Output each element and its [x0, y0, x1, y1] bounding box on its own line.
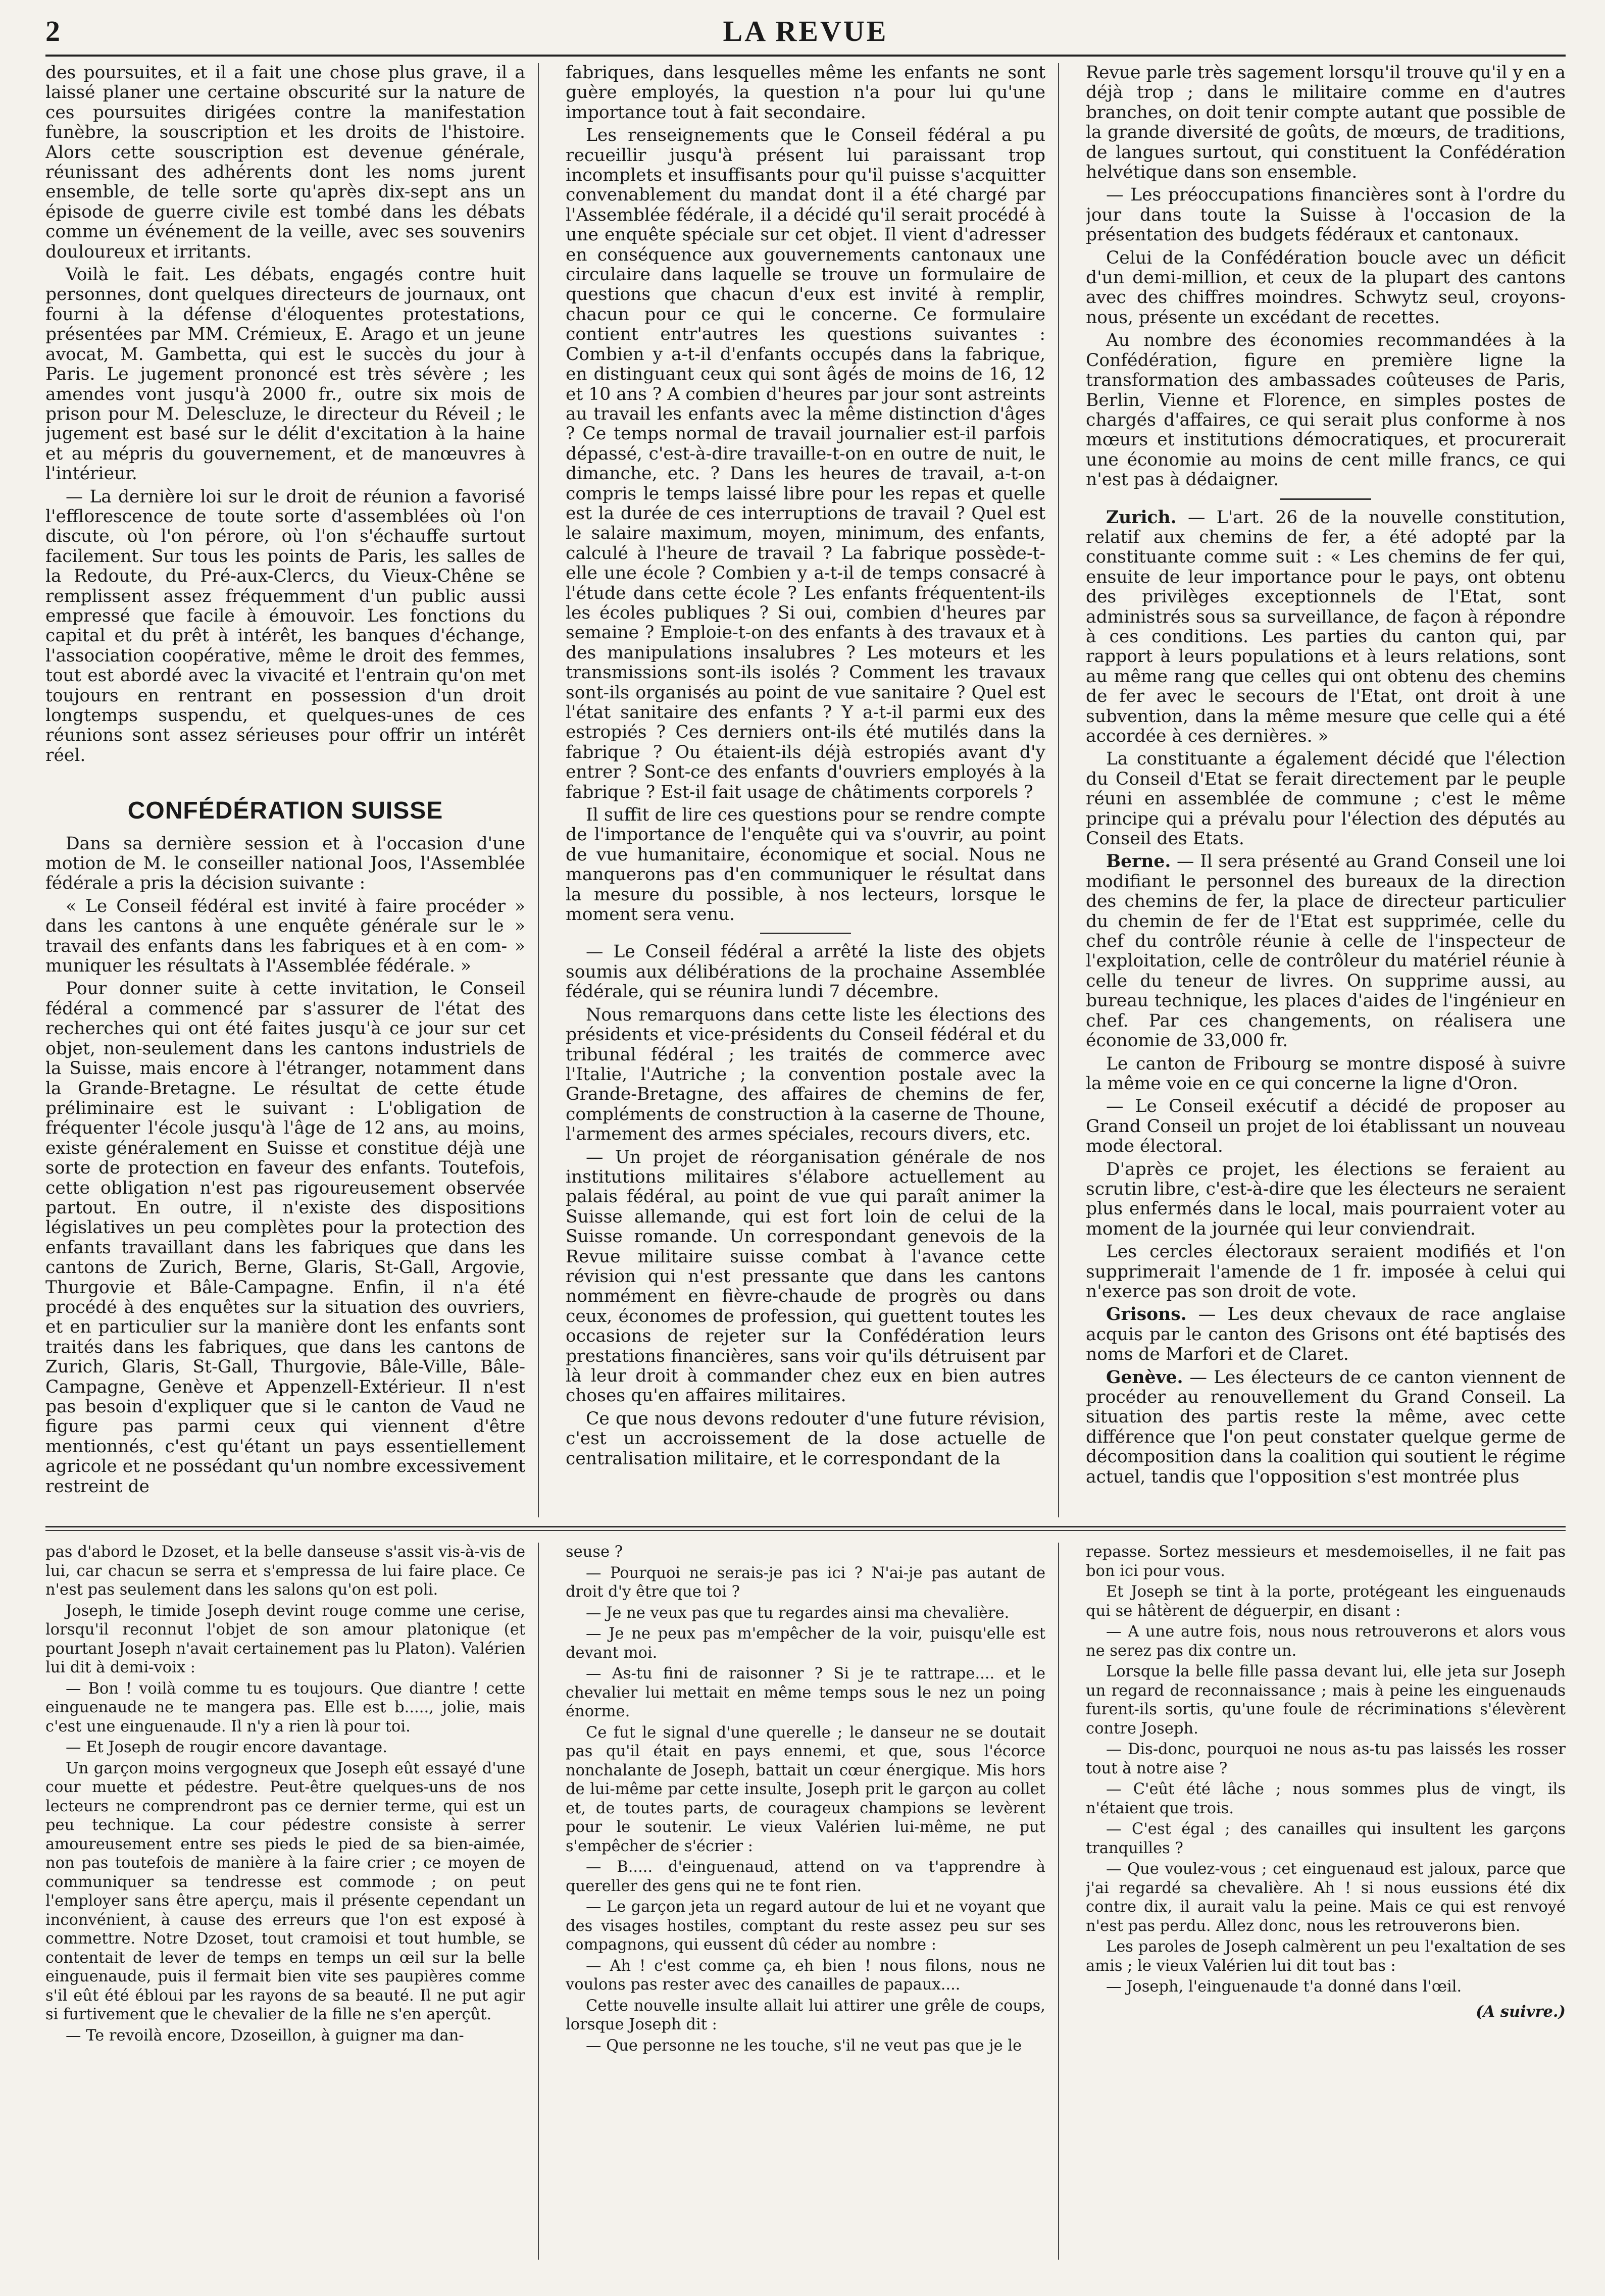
paragraph: Il suffit de lire ces questions pour se rendre compte de l'importance de l'enquête qui va s'ouvrir, au point de vue humanitaire, économique et social. Nous ne manquerons pas d'en communiquer le résultat dans la mesure du possible, à nos lecteurs, lorsque le moment sera venu. [566, 805, 1045, 925]
berne-paragraph [1086, 852, 1566, 1051]
geneve-paragraph [1086, 1368, 1566, 1487]
masthead: LA REVUE [723, 15, 888, 47]
grisons-paragraph [1086, 1305, 1566, 1364]
place-name: Berne. [1106, 851, 1171, 872]
paragraph: Voilà le fait. Les débats, engagés contre huit personnes, dont quelques directeurs de journaux, ont fourni à la défense d'éloquentes protestations, présentées par MM. Crémieux, E. Arago et un jeune avocat, M. Gambetta, qui est le succès du jour à Paris. Le jugement prononcé est très sévère ; les amendes vont jusqu'à 2000 fr., outre six mois de prison pour M. Delescluze, le directeur du Réveil ; le jugement est basé sur le délit d'excitation à la haine et au mépris du gouvernement, et de manœuvres à l'intérieur. [45, 265, 525, 484]
to-be-continued: (A suivre.) [1476, 2002, 1566, 2021]
feuilleton-rule [45, 1530, 1566, 1531]
paragraph: D'après ce projet, les élections se feraient au scrutin libre, c'est-à-dire que les électeurs ne seraient plus enfermés dans le local, mais pourraient voter au moment de la journée qui leur conviendrait. [1086, 1159, 1566, 1239]
feuilleton-column-2 [566, 1543, 1045, 2260]
paragraph: — Que voulez-vous ; cet einguenaud est jaloux, parce que j'ai regardé sa chevalière. Ah ! si nous eussions été dix contre dix, il aurait valu la peine. Mais ce qui est renvoyé n'est pas perdu. Allez donc, nous les retrouverons bien. [1086, 1860, 1566, 1935]
zurich-paragraph [1086, 508, 1566, 747]
paragraph: Joseph, le timide Joseph devint rouge comme une cerise, lorsqu'il reconnut l'objet de son amour platonique (et pourtant Joseph n'avait certainement pas lu Platon). Valérien lui dit à demi-voix : [45, 1602, 525, 1676]
paragraph: — Je ne peux pas m'empêcher de la voir, puisqu'elle est devant moi. [566, 1625, 1045, 1662]
paragraph: — Je ne veux pas que tu regardes ainsi ma chevalière. [586, 1604, 1010, 1622]
paragraph: Revue parle très sagement lorsqu'il trouve qu'il y en a déjà trop ; dans le militaire comme en d'autres branches, on doit tenir compte autant que possible de la grande diversité de goûts, de mœurs, de traditions, de langues surtout, qui constituent la Confédération helvétique dans son ensemble. [1086, 63, 1566, 183]
paragraph: — B..... d'einguenaud, attend on va t'apprendre à quereller des gens qui ne te font rien. [566, 1858, 1045, 1895]
paragraph: — Les préoccupations financières sont à l'ordre du jour dans toute la Suisse à l'occasion de la présentation des budgets fédéraux et cantonaux. [1086, 185, 1566, 245]
paragraph: fabriques, dans lesquelles même les enfants ne sont guère employés, la question n'a pour lui qu'une importance tout à fait secondaire. [566, 63, 1045, 123]
paragraph: — C'eût été lâche ; nous sommes plus de vingt, ils n'étaient que trois. [1086, 1780, 1566, 1817]
paragraph: — Le Conseil exécutif a décidé de proposer au Grand Conseil un projet de loi établissant un nouveau mode électoral. [1086, 1096, 1566, 1157]
column-divider [538, 63, 539, 1517]
column-2 [566, 63, 1045, 1517]
page-header [45, 14, 1566, 49]
paragraph: — Bon ! voilà comme tu es toujours. Que diantre ! cette einguenaude ne te mangera pas. Elle est b....., jolie, mais c'est une einguenaude. Il n'y a rien là pour toi. [45, 1679, 525, 1736]
paragraph: repasse. Sortez messieurs et mesdemoiselles, il ne fait pas bon ici pour vous. [1086, 1543, 1566, 1580]
paragraph: Nous remarquons dans cette liste les élections des présidents et vice-présidents du Conseil fédéral et du tribunal fédéral ; les traités de commerce avec l'Italie, l'Autriche ; la convention postale avec la Grande-Bretagne, des affaires de chemins de fer, compléments de construction à la caserne de Thoune, l'armement des armes spéciales, recours divers, etc. [566, 1004, 1045, 1145]
paragraph: Cette nouvelle insulte allait lui attirer une grêle de coups, lorsque Joseph dit : [566, 1997, 1045, 2033]
paragraph: — Que personne ne les touche, s'il ne veut pas que je le [586, 2036, 1022, 2055]
paragraph: — Et Joseph de rougir encore davantage. [66, 1739, 387, 1756]
paragraph: « Le Conseil fédéral est invité à faire procéder » dans les cantons à une enquête générale sur le » travail des enfants dans les fabriques et à en com- » muniquer les résultats à l'Assemblée fédérale. » [45, 896, 525, 977]
paragraph: Ce fut le signal d'une querelle ; le danseur ne se doutait pas qu'il était en pays ennemi, et que, sous l'écorce nonchalante de Joseph, battait un cœur énergique. Mis hors de lui-même par cette insulte, Joseph prit le garçon au collet et, de toutes parts, de courageux champions se levèrent pour le soutenir. Le vieux Valérien lui-même, ne put s'empêcher de s'écrier : [566, 1723, 1045, 1855]
paragraph: Et Joseph se tint à la porte, protégeant les einguenauds qui se hâtèrent de déguerpir, en disant : [1086, 1583, 1566, 1620]
paragraph: Au nombre des économies recommandées à la Confédération, figure en première ligne la transformation des ambassades coûteuses de Paris, Berlin, Vienne et Florence, en simples postes de chargés d'affaires, ce qui serait plus conforme à nos mœurs et institutions démocratiques, et procurerait une économie au moins de cent mille francs, ce qui n'est pas à dédaigner. [1086, 330, 1566, 490]
page-number: 2 [45, 15, 60, 47]
paragraph: — Dis-donc, pourquoi ne nous as-tu pas laissés les rosser tout à notre aise ? [1086, 1741, 1566, 1777]
paragraph: — Le garçon jeta un regard autour de lui et ne voyant que des visages hostiles, comptant du reste assez peu sur ses compagnons, qui eussent dû céder au nombre : [566, 1898, 1045, 1954]
header-rule [45, 55, 1566, 57]
section-title: CONFÉDÉRATION SUISSE [127, 797, 443, 825]
feuilleton-column-3 [1086, 1543, 1566, 2260]
paragraph: Les cercles électoraux seraient modifiés et l'on supprimerait l'amende de 1 fr. imposée à celui qui n'exerce pas son droit de vote. [1086, 1242, 1566, 1302]
feuilleton-rule [45, 1526, 1566, 1527]
column-1 [45, 63, 525, 1517]
paragraph: des poursuites, et il a fait une chose plus grave, il a laissé planer une certaine obscurité sur la nature de ces poursuites dirigées contre la manifestation funèbre, la souscription et les droits de l'histoire. Alors cette souscription est devenue générale, réunissant des adhérents dont les noms jurent ensemble, de telle sorte qu'après dix-sept ans un épisode de guerre civile est tombé dans les débats comme un événement de la veille, avec ses souvenirs douloureux et irritants. [45, 63, 525, 262]
paragraph: Lorsque la belle fille passa devant lui, elle jeta sur Joseph un regard de reconnaissance ; mais à peine les einguenauds furent-ils sortis, qu'une foule de récriminations s'élevèrent contre Joseph. [1086, 1663, 1566, 1738]
paragraph: Ce que nous devons redouter d'une future révision, c'est un accroissement de la dose actuelle de centralisation militaire, et le correspondant de la [566, 1408, 1045, 1469]
paragraph: — Le Conseil fédéral a arrêté la liste des objets soumis aux délibérations de la prochaine Assemblée fédérale, qui se réunira lundi 7 décembre. [566, 942, 1045, 1002]
paragraph: — Un projet de réorganisation générale de nos institutions militaires s'élabore actuellement au palais fédéral, au point de vue qui paraît animer la Suisse allemande, qui est fort loin de celui de la Suisse romande. Un correspondant genevois de la Revue militaire suisse combat à l'avance cette révision qui n'est pressante que dans les cantons nommément en fièvre-chaude de progrès ou dans ceux, économes de profession, qui guettent toutes les occasions de rejeter sur la Confédération leurs prestations financières, sans voir qu'ils détruisent par là leur droit à commander chez eux en bien autres choses qu'en affaires militaires. [566, 1147, 1045, 1406]
feuilleton-column-1 [45, 1543, 525, 2260]
paragraph: Les paroles de Joseph calmèrent un peu l'exaltation de ses amis ; le vieux Valérien lui dit tout bas : [1086, 1938, 1566, 1975]
column-3 [1086, 63, 1566, 1517]
paragraph: — Joseph, l'einguenaude t'a donné dans l'œil. [1106, 1978, 1462, 1996]
place-name: Zurich. [1106, 507, 1177, 528]
paragraph: — A une autre fois, nous nous retrouverons et alors vous ne serez pas dix contre un. [1086, 1623, 1566, 1660]
paragraph: pas d'abord le Dzoset, et la belle danseuse s'assit vis-à-vis de lui, car chacun se serra et s'empressa de lui faire place. Ce n'est pas seulement dans les salons qu'on est poli. [45, 1543, 525, 1599]
paragraph: La constituante a également décidé que l'élection du Conseil d'Etat se ferait directement par le peuple réuni en assemblée de commune ; c'est le même principe qui a prévalu pour l'élection des députés au Conseil des Etats. [1086, 749, 1566, 849]
paragraph: — C'est égal ; des canailles qui insultent les garçons tranquilles ? [1086, 1820, 1566, 1857]
paragraph: Le canton de Fribourg se montre disposé à suivre la même voie en ce qui concerne la ligne d'Oron. [1086, 1053, 1566, 1094]
paragraph-text: — Il sera présenté au Grand Conseil une loi modifiant le personnel des bureaux de la direction des chemins de fer, la place de directeur particulier du chemin de fer de l'Etat est supprimée, celle du chef du contrôle réunie à celle de l'inspecteur de l'exploitation, celle de contrôleur du matériel réunie à celle du teneur de livres. On supprime aussi, au bureau technique, les places d'aides de l'ingénieur en chef. Par ces changements, on réalisera une économie de 33,000 fr. [1086, 851, 1566, 1051]
paragraph: — La dernière loi sur le droit de réunion a favorisé l'efflorescence de toute sorte d'assemblées où l'on discute, où l'on pérore, où l'on s'échauffe surtout facilement. Sur tous les points de Paris, les salles de la Redoute, du Pré-aux-Clercs, du Vieux-Chêne se remplissent assez fréquemment d'un public aussi empressé que facile à émouvoir. Les fonctions du capital et du prêt à intérêt, les banques d'échange, l'association coopérative, même le droit des femmes, tout est abordé avec la vivacité et l'entrain qu'on met toujours en rentrant en possession d'un droit longtemps suspendu, et quelques-unes de ces réunions sont assez sérieuses pour offrir un intérêt réel. [45, 486, 525, 766]
paragraph-text: — Les électeurs de ce canton viennent de procéder au renouvellement du Grand Conseil. La situation des partis reste la même, avec cette différence que l'on peut constater quelque germe de décomposition dans la coalition qui soutient le régime actuel, tandis que l'opposition s'est montrée plus [1086, 1367, 1566, 1487]
place-name: Grisons. [1106, 1304, 1187, 1325]
paragraph: Un garçon moins vergogneux que Joseph eût essayé d'une cour muette et pédestre. Peut-être quelques-uns de nos lecteurs ne comprendront pas ce dernier terme, qui est un peu technique. La cour pédestre consiste à serrer amoureusement entre ses pieds le pied de sa bien-aimée, non pas toutefois de manière à la faire crier ; ce moyen de communiquer sa tendresse est commode ; on peut l'employer sans être aperçu, mais il présente cependant un inconvénient, à cause des erreurs que l'on est exposé à commettre. Notre Dzoset, tout cramoisi et tout humble, se contentait de lever de temps en temps un œil sur la belle einguenaude, puis il fermait bien vite ses paupières comme s'il eût été ébloui par les rayons de sa beauté. Il ne put agir si furtivement que le chevalier de la fille ne s'en aperçût. [45, 1759, 525, 2023]
paragraph: Les renseignements que le Conseil fédéral a pu recueillir jusqu'à présent lui paraissant trop incomplets et insuffisants pour qu'il puisse s'acquitter convenablement du mandat dont il a été chargé par l'Assemblée fédérale, il a décidé qu'il serait procédé à une enquête spéciale sur cet objet. Il vient d'adresser en conséquence aux gouvernements cantonaux une circulaire dans laquelle se trouve un formulaire de questions que chacun d'eux est invité à remplir, chacun pour ce qui le concerne. Ce formulaire contient entr'autres les questions suivantes : Combien y a-t-il d'enfants occupés dans la fabrique, en distinguant ceux qui sont âgés de moins de 16, 12 et 10 ans ? A combien d'heures par jour sont astreints au travail les enfants avec la même distinction d'âges ? Ce temps normal de travail journalier est-il parfois dépassé, c'est-à-dire travaille-t-on en outre de nuit, le dimanche, etc. ? Dans les heures de travail, a-t-on compris le temps laissé libre pour les repas et quelle est la durée de ces interruptions de travail ? Quel est le salaire maximum, moyen, minimum, des enfants, calculé à l'heure de travail ? La fabrique possède-t-elle une école ? Combien y a-t-il de temps consacré à l'étude dans cette école ? Les enfants fréquentent-ils les écoles publiques ? Si oui, combien d'heures par semaine ? Emploie-t-on des enfants à des travaux et à des manipulations insalubres ? Les moteurs et les transmissions sont-ils isolés ? Comment les travaux sont-ils organisés au point de vue sanitaire ? Quel est l'état sanitaire des enfants ? Y a-t-il parmi eux des estropiés ? Ces derniers ont-ils été mutilés dans la fabrique ? Ou étaient-ils déjà estropiés avant d'y entrer ? Sont-ce des enfants d'ouvriers employés à la fabrique ? Est-il fait usage de châtiments corporels ? [566, 125, 1045, 802]
paragraph: Pour donner suite à cette invitation, le Conseil fédéral a commencé par s'assurer de l'état des recherches qui ont été faites jusqu'à ce jour sur cet objet, non-seulement dans les cantons industriels de la Suisse, mais encore à l'étranger, notamment dans la Grande-Bretagne. Le résultat de cette étude préliminaire est le suivant : L'obligation de fréquenter l'école jusqu'à l'âge de 12 ans, au moins, existe généralement en Suisse et constitue déjà une sorte de protection en faveur des enfants. Toutefois, cette obligation n'est pas rigoureusement observée partout. En outre, il n'existe des dispositions législatives un peu complètes pour la protection des enfants travaillant dans les fabriques que dans les cantons de Zurich, Berne, Glaris, St-Gall, Argovie, Thurgovie et Bâle-Campagne. Enfin, il n'a été procédé à des enquêtes sur la situation des ouvriers, et en particulier sur la manière dont les enfants sont traités dans les fabriques, que dans les cantons de Zurich, Glaris, St-Gall, Thurgovie, Bâle-Ville, Bâle-Campagne, Genève et Appenzell-Extérieur. Il n'est pas besoin d'expliquer que si le canton de Vaud ne figure pas parmi ceux qui viennent d'être mentionnés, c'est qu'étant un pays essentiellement agricole et ne possédant qu'un nombre excessivement restreint de [45, 979, 525, 1497]
paragraph-text: — Les deux chevaux de race anglaise acquis par le canton des Grisons ont été baptisés des noms de Marfori et de Claret. [1086, 1304, 1566, 1365]
paragraph: Celui de la Confédération boucle avec un déficit d'un demi-million, et ceux de la plupart des cantons avec des chiffres moindres. Schwytz seul, croyons-nous, présente un excédant de recettes. [1086, 247, 1566, 328]
paragraph: seuse ? [566, 1543, 623, 1561]
paragraph: — Ah ! c'est comme ça, eh bien ! nous filons, nous ne voulons pas rester avec des canailles de papaux.... [566, 1957, 1045, 1994]
paragraph: — Te revoilà encore, Dzoseillon, à guigner ma dan- [66, 2026, 464, 2045]
paragraph-text: — L'art. 26 de la nouvelle constitution, relatif aux chemins de fer, a été adopté par la constituante comme suit : « Les chemins de fer qui, ensuite de leur importance pour le pays, ont obtenu des privilèges exceptionnels de l'Etat, sont administrés sous sa surveillance, de façon à répondre à ces conditions. Les parties du canton qui, par rapport à leurs populations et à leurs relations, sont au même rang que celles qui ont obtenu des chemins de fer avec le secours de l'Etat, ont droit à une subvention, dans la même mesure que celle qui a été accordée à ces dernières. » [1086, 507, 1566, 746]
column-divider [538, 1543, 539, 2260]
paragraph: — Pourquoi ne serais-je pas ici ? N'ai-je pas autant de droit d'y être que toi ? [566, 1564, 1045, 1601]
place-name: Genève. [1106, 1367, 1183, 1388]
paragraph: Dans sa dernière session et à l'occasion d'une motion de M. le conseiller national Joos, l'Assemblée fédérale a pris la décision suivante : [45, 833, 525, 894]
separator-rule [1280, 498, 1371, 500]
paragraph: — As-tu fini de raisonner ? Si je te rattrape.... et le chevalier lui mettait en même temps sous le nez un poing énorme. [566, 1665, 1045, 1720]
separator-rule [760, 933, 851, 934]
column-divider [1058, 63, 1059, 1517]
column-divider [1058, 1543, 1059, 2260]
